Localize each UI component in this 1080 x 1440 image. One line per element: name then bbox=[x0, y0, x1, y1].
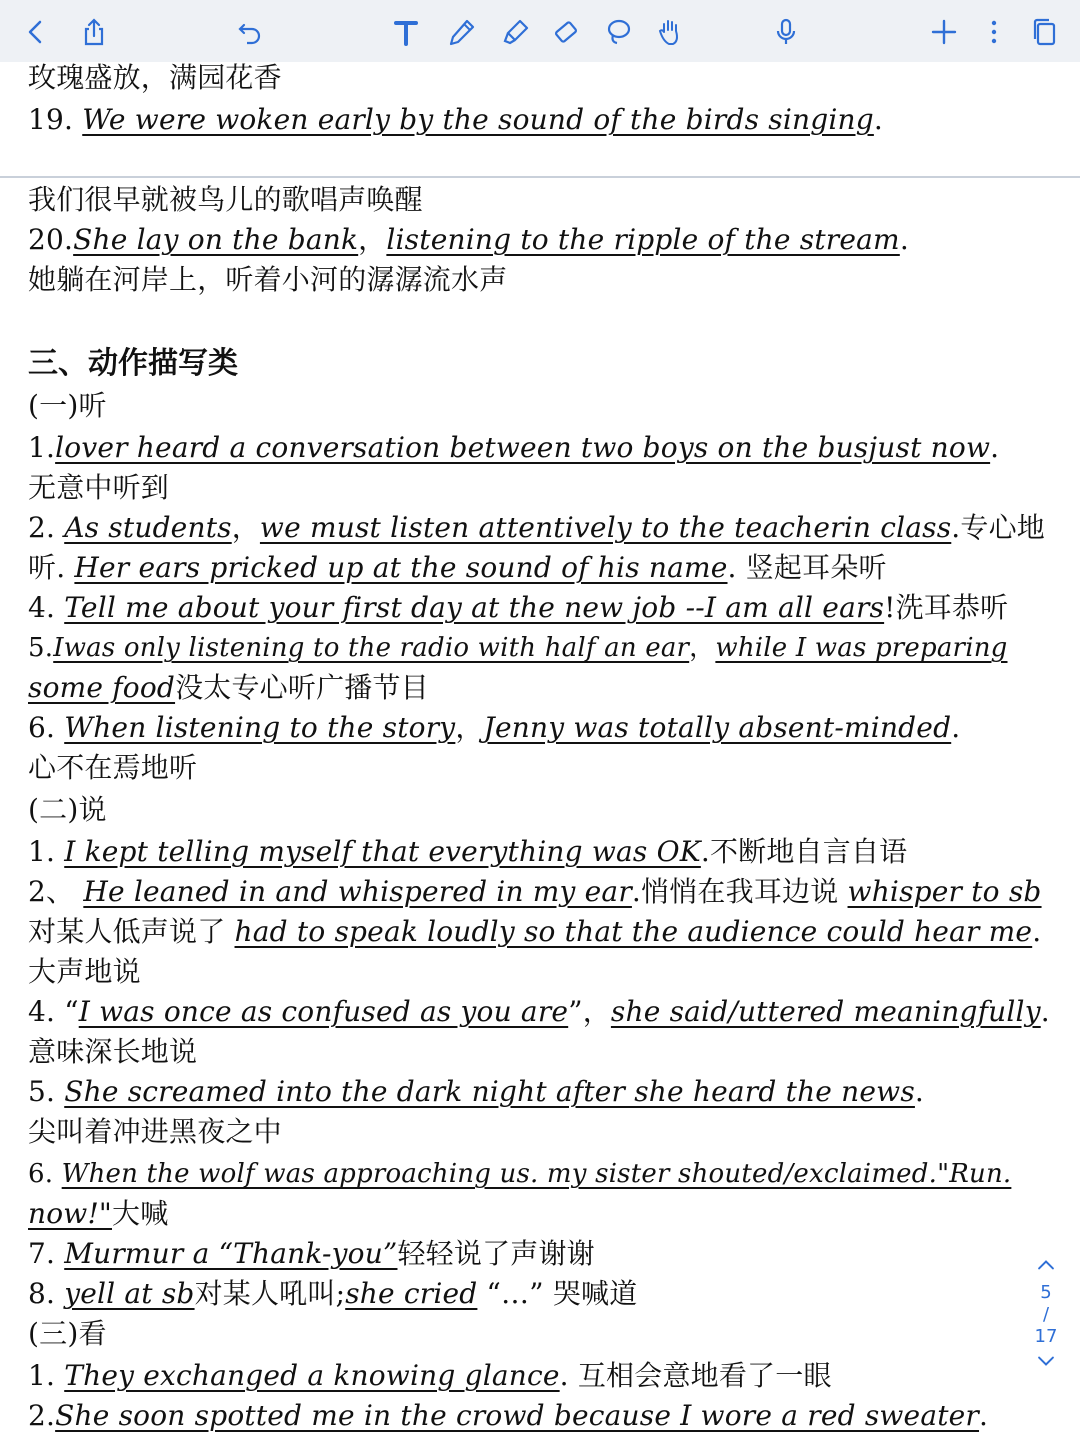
note-line: 6. When listening to the story，Jenny was totally absent-minded. bbox=[28, 711, 961, 744]
note-line: 2.She soon spotted me in the crowd because I wore a red sweater. bbox=[28, 1399, 989, 1432]
note-line: 19. We were woken early by the sound of the birds singing. bbox=[28, 103, 883, 136]
page-down-icon[interactable] bbox=[1026, 1348, 1066, 1378]
section-heading: 三、动作描写类 bbox=[28, 346, 238, 381]
note-line: 1. I kept telling myself that everything was OK.不断地自言自语 bbox=[28, 835, 908, 868]
note-line: 心不在焉地听 bbox=[28, 751, 198, 784]
note-line: 她躺在河岸上，听着小河的潺潺流水声 bbox=[28, 263, 508, 296]
lasso-icon[interactable] bbox=[596, 10, 640, 54]
note-line: 20.She lay on the bank，listening to the ripple of the stream. bbox=[28, 223, 909, 256]
current-page-number: 5 bbox=[1040, 1282, 1052, 1303]
note-line: 无意中听到 bbox=[28, 471, 170, 504]
note-line: 2、 He leaned in and whispered in my ear.悄悄在我耳边说 whisper to sb bbox=[28, 875, 1042, 908]
note-line: 听. Her ears pricked up at the sound of his name. 竖起耳朵听 bbox=[28, 551, 887, 584]
note-line: 1. They exchanged a knowing glance. 互相会意地看了一眼 bbox=[28, 1359, 832, 1392]
toolbar bbox=[0, 0, 1080, 63]
eraser-icon[interactable] bbox=[544, 10, 588, 54]
add-icon[interactable] bbox=[922, 10, 966, 54]
note-line: 2. As students，we must listen attentively to the teacherin class.专心地 bbox=[28, 511, 1045, 544]
note-line: now!"大喊 bbox=[28, 1197, 169, 1230]
note-line: 5. She screamed into the dark night after she heard the news. bbox=[28, 1075, 925, 1108]
note-line: 4. Tell me about your first day at the new job --I am all ears!洗耳恭听 bbox=[28, 591, 1009, 624]
note-line: 8. yell at sb对某人吼叫;she cried “…” 哭喊道 bbox=[28, 1277, 638, 1310]
pen-icon[interactable] bbox=[440, 10, 484, 54]
note-line: 1.lover heard a conversation between two boys on the busjust now. bbox=[28, 431, 1000, 464]
highlighter-icon[interactable] bbox=[494, 10, 538, 54]
page-current bbox=[0, 178, 1080, 1440]
note-line: 我们很早就被鸟儿的歌唱声唤醒 bbox=[28, 183, 423, 216]
note-line: 意味深长地说 bbox=[28, 1035, 198, 1068]
share-icon[interactable] bbox=[72, 10, 116, 54]
subsection-heading: (三)看 bbox=[28, 1317, 107, 1350]
note-line: 大声地说 bbox=[28, 955, 141, 988]
subsection-heading: (一)听 bbox=[28, 389, 107, 422]
pages-icon[interactable] bbox=[1022, 10, 1066, 54]
subsection-heading: (二)说 bbox=[28, 793, 107, 826]
page-previous bbox=[0, 62, 1080, 178]
note-line: 7. Murmur a “Thank-you”轻轻说了声谢谢 bbox=[28, 1237, 595, 1270]
microphone-icon[interactable] bbox=[764, 10, 808, 54]
total-page-number: 17 bbox=[1034, 1326, 1058, 1347]
page-up-icon[interactable] bbox=[1026, 1252, 1066, 1282]
note-line: 5.Iwas only listening to the radio with half an ear，while I was preparing bbox=[28, 633, 1008, 663]
back-icon[interactable] bbox=[14, 10, 58, 54]
note-line: 4. “I was once as confused as you are”，she said/uttered meaningfully. bbox=[28, 995, 1050, 1028]
note-line: some food没太专心听广播节目 bbox=[28, 671, 429, 704]
note-line: 对某人低声说了 had to speak loudly so that the audience could hear me. bbox=[28, 915, 1042, 948]
undo-icon[interactable] bbox=[228, 10, 272, 54]
note-line: 6. When the wolf was approaching us. my sister shouted/exclaimed."Run. bbox=[28, 1159, 1012, 1189]
note-line: 玫瑰盛放，满园花香 bbox=[28, 61, 282, 94]
text-tool-icon[interactable] bbox=[384, 10, 428, 54]
note-line: 尖叫着冲进黑夜之中 bbox=[28, 1115, 282, 1148]
page-separator: / bbox=[1042, 1304, 1050, 1325]
hand-icon[interactable] bbox=[648, 10, 692, 54]
page-indicator bbox=[1026, 1252, 1066, 1412]
more-icon[interactable] bbox=[972, 10, 1016, 54]
